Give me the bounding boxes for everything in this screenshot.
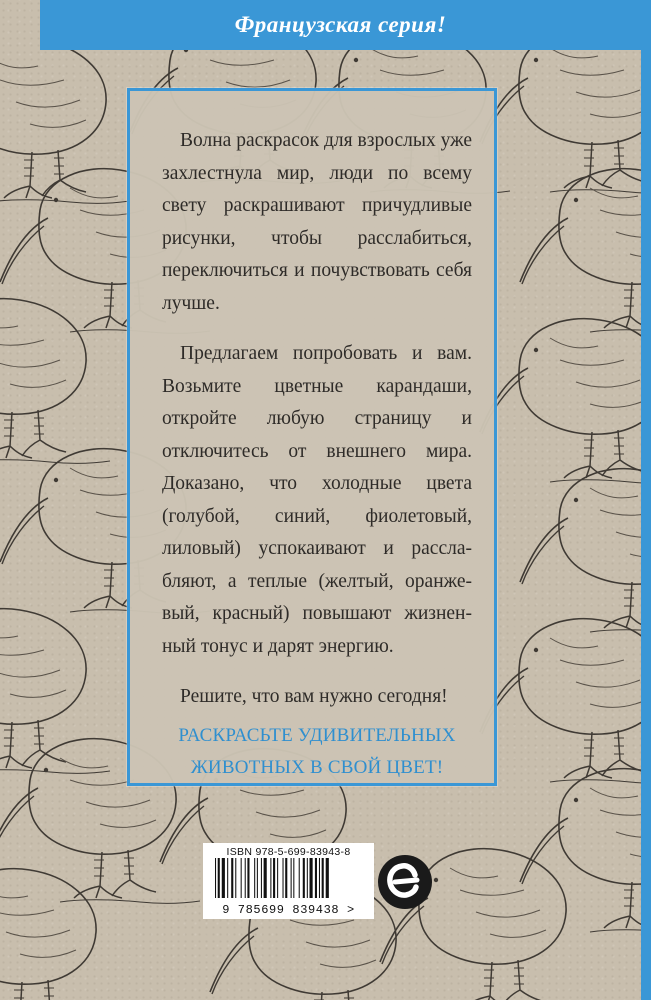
kiwi-bird-icon <box>0 50 130 203</box>
barcode-panel <box>203 843 374 919</box>
eksmo-logo-icon <box>378 855 432 909</box>
kiwi-bird-icon <box>0 609 110 774</box>
cta-line: РАСКРАСЬТЕ УДИВИТЕЛЬНЫХ <box>178 724 456 746</box>
kiwi-bird-icon <box>480 50 651 193</box>
kiwi-bird-icon <box>480 619 651 784</box>
description-box <box>127 88 497 786</box>
series-banner <box>40 0 641 50</box>
barcode-bars <box>211 858 366 898</box>
call-to-action <box>162 720 472 784</box>
description-paragraph: Предлагаем попробовать и вам. Возьмите цветные карандаши, откройте любую страницу и отключитесь от внешнего мира. Доказано, что холодные цвета (голубой, синий, фиолетовый, лиловый) успокаивают и расслабляют, а теплые (желтый, оранжевый, красный) повышают жизненный тонус и дарят энергию. <box>162 343 472 657</box>
description-paragraph: Решите, что вам нужно сегодня! <box>180 686 448 707</box>
kiwi-bird-icon <box>520 169 651 334</box>
cta-line: ЖИВОТНЫХ В СВОЙ ЦВЕТ! <box>190 756 444 778</box>
kiwi-bird-icon <box>480 319 651 484</box>
kiwi-bird-icon <box>520 769 651 934</box>
barcode-digits: 9 785699 839438 > <box>222 903 355 917</box>
description-paragraph: Волна раскрасок для взрослых уже захлестнула мир, люди по всему свету раскрашивают причудливые рисунки, чтобы расслабиться, переключиться и почувствовать себя лучше. <box>162 130 472 314</box>
isbn-label: ISBN 978-5-699-83943-8 <box>226 846 351 858</box>
series-title: Французская серия! <box>234 12 447 37</box>
kiwi-bird-icon <box>520 469 651 634</box>
description-content <box>162 125 472 784</box>
blue-spine-edge <box>641 0 651 1000</box>
kiwi-bird-icon <box>0 299 110 464</box>
